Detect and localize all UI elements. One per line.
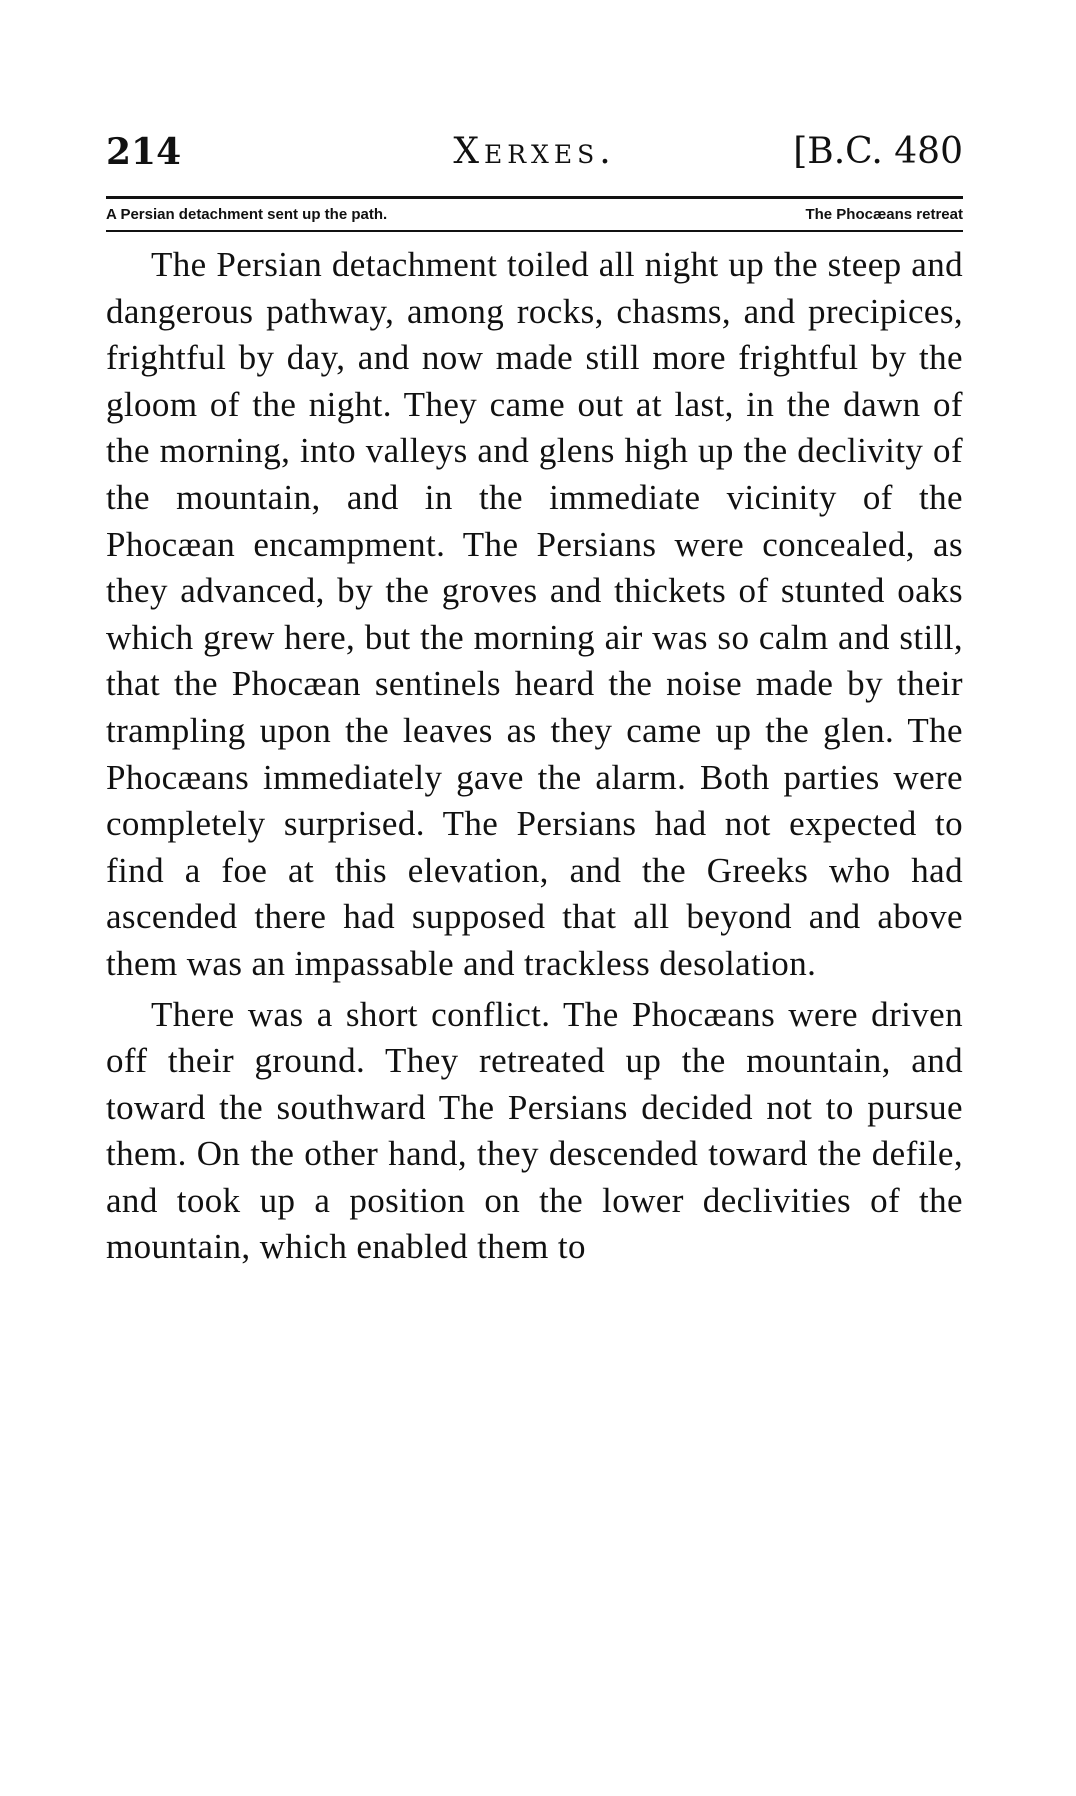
book-title: Xerxes. bbox=[453, 131, 616, 172]
paragraph-2: There was a short conflict. The Phocæans were driven off their ground. They retreated up the mountain, and toward the southward The Persians decided not to pursue them. On the other hand, they descended toward the defile, and took up a position on the lower declivities of the mountain, which enabled them to bbox=[106, 994, 963, 1267]
side-notes bbox=[106, 202, 963, 228]
running-head bbox=[106, 128, 963, 176]
page-number: 214 bbox=[106, 131, 182, 173]
side-note-left: A Persian detachment sent up the path. bbox=[106, 206, 388, 223]
header-rule-bottom bbox=[106, 230, 963, 232]
header-rule-top bbox=[106, 196, 963, 199]
side-note-right: The Phocæans retreat bbox=[805, 206, 963, 223]
date-range: [B.C. 480 bbox=[793, 131, 963, 172]
body-text bbox=[106, 242, 963, 1271]
book-page bbox=[106, 128, 963, 1267]
paragraph-1: The Persian detachment toiled all night up the steep and dangerous pathway, among rocks, chasms, and precipices, frightful by day, and now made still more frightful by the gloom of the night. They came out at last, in the dawn of the morning, into valleys and glens high up the declivity of the mountain, and in the immediate vicinity of the Phocæan encampment. The Persians were concealed, as they advanced, by the groves and thickets of stunted oaks which grew here, but the morning air was so calm and still, that the Phocæan sentinels heard the noise made by their trampling upon the leaves as they came up the glen. The Phocæans immediately gave the alarm. Both parties were completely surprised. The Persians had not expected to find a foe at this elevation, and the Greeks who had ascended there had supposed that all beyond and above them was an impassable and trackless desolation. bbox=[106, 245, 963, 983]
